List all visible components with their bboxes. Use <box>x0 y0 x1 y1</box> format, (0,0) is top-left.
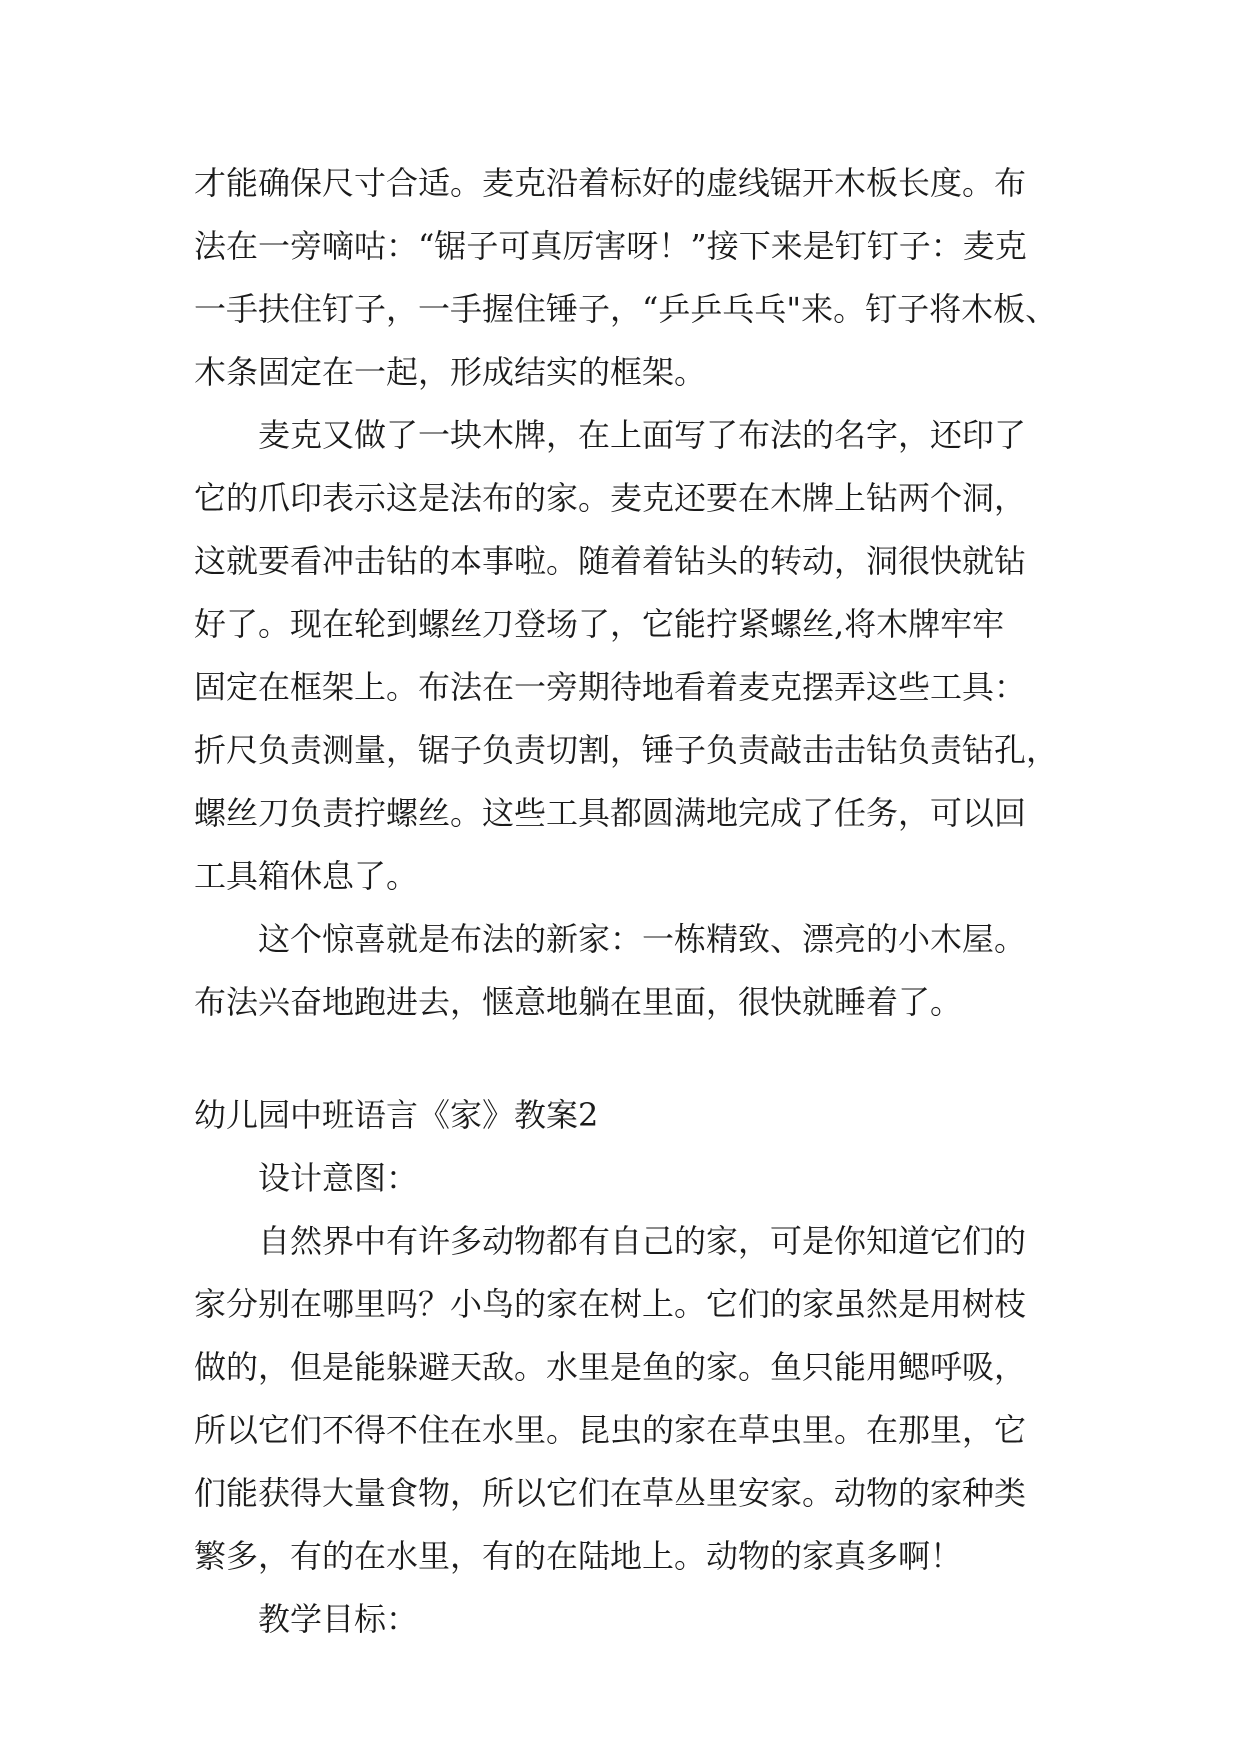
text-line: 折尺负责测量，锯子负责切割，锤子负责敲击击钻负责钻孔， <box>194 731 1059 769</box>
paragraph-first-line: 这个惊喜就是布法的新家：一栋精致、漂亮的小木屋。 <box>258 920 1027 958</box>
text-line: 这就要看冲击钻的本事啦。随着着钻头的转动，洞很快就钻 <box>194 542 1027 580</box>
text-line: 所以它们不得不住在水里。昆虫的家在草虫里。在那里，它 <box>194 1411 1027 1449</box>
text-line: 繁多，有的在水里，有的在陆地上。动物的家真多啊！ <box>194 1537 963 1575</box>
text-line: 木条固定在一起，形成结实的框架。 <box>194 353 707 391</box>
text-line: 工具箱休息了。 <box>194 857 419 895</box>
paragraph-first-line: 麦克又做了一块木牌，在上面写了布法的名字，还印了 <box>258 416 1027 454</box>
text-line: 固定在框架上。布法在一旁期待地看着麦克摆弄这些工具： <box>194 668 1027 706</box>
text-line: 一手扶住钉子，一手握住锤子，“乒乒乓乓"来。钉子将木板、 <box>194 290 1058 328</box>
paragraph-first-line: 自然界中有许多动物都有自己的家，可是你知道它们的 <box>258 1222 1027 1260</box>
text-line: 布法兴奋地跑进去，惬意地躺在里面，很快就睡着了。 <box>194 983 963 1021</box>
text-line: 们能获得大量食物，所以它们在草丛里安家。动物的家种类 <box>194 1474 1027 1512</box>
text-line: 它的爪印表示这是法布的家。麦克还要在木牌上钻两个洞， <box>194 479 1027 517</box>
text-line: 才能确保尺寸合适。麦克沿着标好的虚线锯开木板长度。布 <box>194 164 1027 202</box>
section-title: 幼儿园中班语言《家》教案2 <box>194 1096 599 1134</box>
subheading: 设计意图： <box>258 1159 419 1197</box>
text-line: 好了。现在轮到螺丝刀登场了，它能拧紧螺丝,将木牌牢牢 <box>194 605 1005 643</box>
text-line: 法在一旁嘀咕：“锯子可真厉害呀！”接下来是钉钉子：麦克 <box>194 227 1027 265</box>
text-line: 家分别在哪里吗？小鸟的家在树上。它们的家虽然是用树枝 <box>194 1285 1027 1323</box>
text-line: 螺丝刀负责拧螺丝。这些工具都圆满地完成了任务，可以回 <box>194 794 1027 832</box>
subheading: 教学目标： <box>258 1600 419 1638</box>
text-line: 做的，但是能躲避天敌。水里是鱼的家。鱼只能用鳃呼吸， <box>194 1348 1027 1386</box>
